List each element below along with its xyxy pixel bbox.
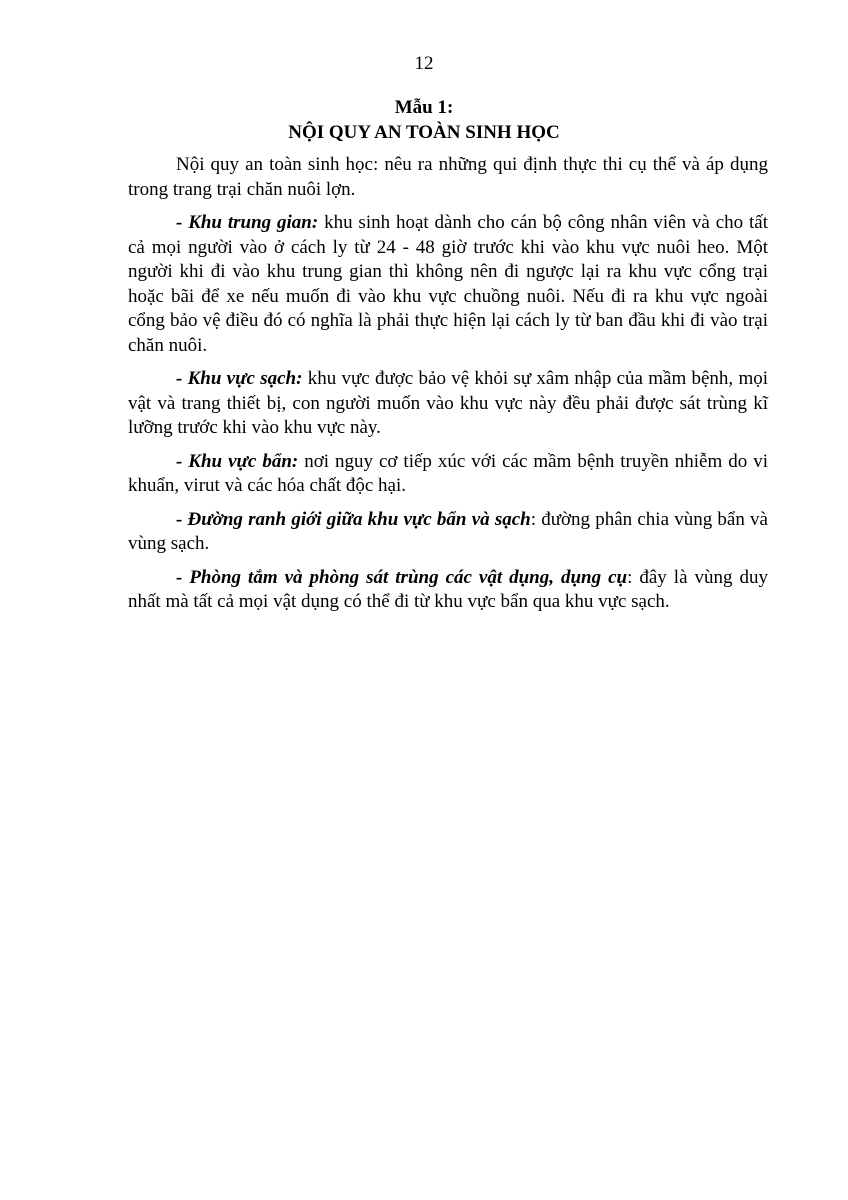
document-body — [128, 153, 768, 624]
intro-paragraph: Nội quy an toàn sinh học: nêu ra những qui định thực thi cụ thể và áp dụng trong trang trại chăn nuôi lợn. — [128, 154, 768, 200]
rule-paragraph-dirty-zone — [128, 450, 768, 499]
rule-term: - Khu trung gian: — [176, 212, 319, 233]
rule-paragraph-intermediate-zone — [128, 211, 768, 358]
rule-text: khu vực được bảo vệ khỏi sự xâm nhập của mầm bệnh, mọi vật và trang thiết bị, con người muốn vào khu vực này đều phải được sát trùng kĩ lưỡng trước khi vào khu vực này. — [128, 368, 769, 438]
rule-text: : đường phân chia vùng bẩn và vùng sạch. — [128, 508, 768, 554]
document-title: NỘI QUY AN TOÀN SINH HỌC — [288, 122, 560, 143]
rule-term: - Phòng tắm và phòng sát trùng các vật dụng, dụng cụ — [176, 566, 628, 588]
rule-paragraph-boundary-line — [128, 508, 768, 557]
rule-term: - Khu vực sạch: — [176, 368, 303, 389]
form-label: Mẫu 1: — [394, 97, 454, 118]
rule-term: - Khu vực bẩn: — [176, 450, 299, 472]
rule-text: : đây là vùng duy nhất mà tất cả mọi vật dụng có thể đi từ khu vực bẩn qua khu vực sạch. — [128, 566, 768, 612]
rule-paragraph-clean-zone — [128, 367, 768, 441]
page-number: 12 — [414, 53, 434, 74]
rule-text: khu sinh hoạt dành cho cán bộ công nhân viên và cho tất cả mọi người vào ở cách ly từ 24 - 48 giờ trước khi vào khu vực nuôi heo. Một người khi đi vào khu trung gian thì không nên đi ngược lại ra khu vực cổng trại hoặc bãi để xe nếu muốn đi vào khu vực chuồng nuôi. Nếu đi ra khu vực ngoài cổng bảo vệ điều đó có nghĩa là phải thực hiện lại cách ly từ ban đầu khi đi vào trại chăn nuôi. — [128, 212, 768, 356]
rule-term: - Đường ranh giới giữa khu vực bẩn và sạch — [176, 508, 531, 530]
rule-paragraph-disinfection-room — [128, 566, 768, 615]
rule-text: nơi nguy cơ tiếp xúc với các mầm bệnh truyền nhiễm do vi khuẩn, virut và các hóa chất độc hại. — [128, 450, 769, 496]
